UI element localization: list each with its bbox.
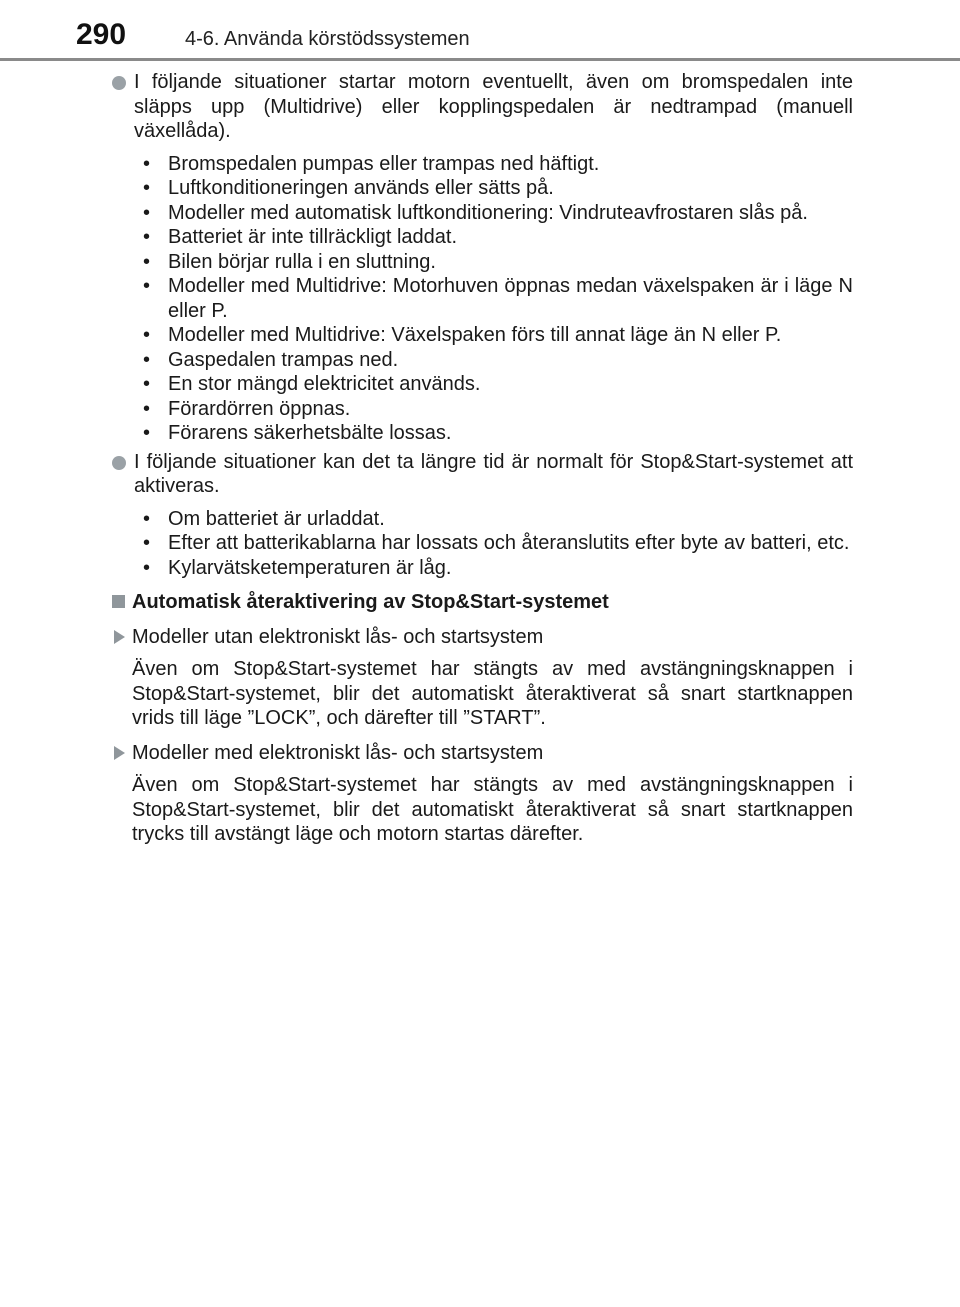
list-item xyxy=(134,250,853,275)
circle-bullet-icon xyxy=(112,76,126,90)
page-content xyxy=(108,70,853,847)
circle-bullet-item xyxy=(108,450,853,499)
dot-icon: • xyxy=(143,556,151,579)
list-item-text: Bromspedalen pumpas eller trampas ned häftigt. xyxy=(168,152,600,175)
header-divider xyxy=(0,58,960,61)
list-item xyxy=(134,323,853,348)
list-item-text: Luftkonditioneringen används eller sätts på. xyxy=(168,177,554,199)
dot-icon: • xyxy=(143,324,151,346)
dot-icon: • xyxy=(143,177,151,199)
list-item-text: Batteriet är inte tillräckligt laddat. xyxy=(168,226,458,248)
list-item-text: Modeller med automatisk luftkonditionering: Vindruteavfrostaren slås på. xyxy=(168,201,808,224)
subsection-title-text: Modeller med elektroniskt lås- och startsystem xyxy=(132,741,544,764)
square-bullet-icon xyxy=(112,595,125,608)
list-item-text: Efter att batterikablarna har lossats och återanslutits efter byte av batteri, etc. xyxy=(168,532,850,554)
dot-icon: • xyxy=(143,397,151,420)
dot-icon: • xyxy=(143,275,151,297)
dot-icon: • xyxy=(143,226,151,248)
list-item xyxy=(134,274,853,323)
list-item-text: Modeller med Multidrive: Motorhuven öppnas medan växelspaken är i läge N eller P. xyxy=(168,275,853,322)
subsection-paragraph: Även om Stop&Start-systemet har stängts av med avstängningsknappen i Stop&Start-systemet, blir det automatiskt återaktiverat så snart startknappen vrids till läge ”LOCK”, och därefter till ”START”. xyxy=(132,658,853,729)
dot-icon: • xyxy=(143,532,151,554)
list-item xyxy=(134,397,853,422)
list-item xyxy=(134,201,853,226)
dot-icon: • xyxy=(143,348,151,371)
bullet-text: I följande situationer kan det ta längre tid är normalt för Stop&Start-systemet att aktiveras. xyxy=(134,450,853,497)
circle-bullet-item xyxy=(108,70,853,144)
list-item xyxy=(134,372,853,397)
list-item-text: En stor mängd elektricitet används. xyxy=(168,373,481,395)
list-item xyxy=(134,507,853,532)
list-item-text: Förardörren öppnas. xyxy=(168,397,351,420)
subsection-title-text: Modeller utan elektroniskt lås- och startsystem xyxy=(132,625,544,648)
list-item xyxy=(134,531,853,556)
dot-icon: • xyxy=(143,373,151,395)
bullet-text: I följande situationer startar motorn eventuellt, även om bromspedalen inte släpps upp (Multidrive) eller kopplingspedalen är nedtrampad (manuell växellåda). xyxy=(134,71,853,142)
dot-icon: • xyxy=(143,422,151,444)
list-item-text: Förarens säkerhetsbälte lossas. xyxy=(168,422,452,444)
list-item-text: Om batteriet är urladdat. xyxy=(168,507,385,530)
list-item-text: Modeller med Multidrive: Växelspaken förs till annat läge än N eller P. xyxy=(168,324,782,346)
triangle-bullet-icon xyxy=(114,630,125,644)
page-header xyxy=(0,0,960,60)
list-item-text: Gaspedalen trampas ned. xyxy=(168,348,399,371)
dot-icon: • xyxy=(143,250,151,273)
section-heading-text: Automatisk återaktivering av Stop&Start-systemet xyxy=(132,591,609,613)
sub-list xyxy=(134,152,853,446)
list-item xyxy=(134,556,853,581)
sub-list xyxy=(134,507,853,581)
dot-icon: • xyxy=(143,201,151,224)
list-item xyxy=(134,421,853,446)
section-title: 4-6. Använda körstödssystemen xyxy=(185,28,470,50)
subsection-title xyxy=(108,741,853,766)
dot-icon: • xyxy=(143,507,151,530)
page-number: 290 xyxy=(76,18,127,51)
list-item xyxy=(134,225,853,250)
section-heading xyxy=(108,590,853,615)
triangle-bullet-icon xyxy=(114,746,125,760)
list-item xyxy=(134,176,853,201)
list-item-text: Kylarvätsketemperaturen är låg. xyxy=(168,556,452,579)
list-item xyxy=(134,348,853,373)
subsection-title xyxy=(108,625,853,650)
list-item-text: Bilen börjar rulla i en sluttning. xyxy=(168,250,436,273)
list-item xyxy=(134,152,853,177)
circle-bullet-icon xyxy=(112,456,126,470)
dot-icon: • xyxy=(143,152,151,175)
subsection-paragraph: Även om Stop&Start-systemet har stängts av med avstängningsknappen i Stop&Start-systemet, blir det automatiskt återaktiverat så snart startknappen trycks till avstängt läge och motorn startas därefter. xyxy=(132,774,853,845)
